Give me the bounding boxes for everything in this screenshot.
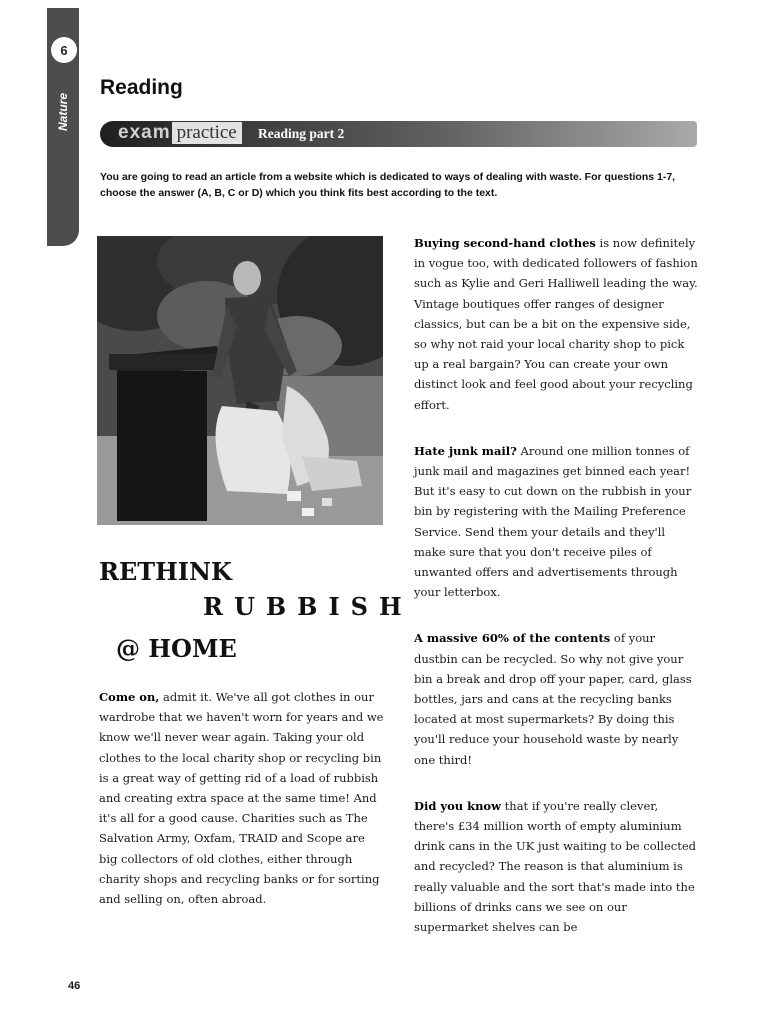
- logo-exam-text: exam: [118, 122, 171, 143]
- article-paragraph: [414, 441, 700, 603]
- paragraph-lead: Did you know: [414, 798, 502, 813]
- paragraph-lead: A massive 60% of the contents: [414, 631, 611, 646]
- paragraph-lead: Come on,: [99, 690, 160, 704]
- section-title: Reading: [100, 76, 183, 99]
- exam-practice-logo: [118, 118, 242, 148]
- unit-number-badge: 6: [51, 37, 77, 63]
- task-instructions: You are going to read an article from a website which is dedicated to ways of dealing with waste. For questions 1-7, choose the answer (A, B, C or D) which you think fits best according to the text.: [100, 171, 676, 199]
- article-right-column: [414, 233, 700, 963]
- paragraph-lead: Hate junk mail?: [414, 443, 517, 458]
- article-left-column: [99, 687, 385, 935]
- headline-line-1: RETHINK: [99, 557, 232, 586]
- paragraph-lead: Buying second-hand clothes: [414, 236, 596, 250]
- paragraph-text: admit it. We've all got clothes in our wardrobe that we haven't worn for years and we know we'll never wear again. Taking your old clothes to the local charity shop or recycling bin is a great way of getting rid of a load of rubbish and creating extra space at the same time! And it's all for a good cause. Charities such as The Salvation Army, Oxfam, TRAID and Scope are big collectors of old clothes, either through charity shops and recycling banks or for sorting and selling on, often abroad.: [99, 690, 384, 907]
- article-paragraph: [414, 796, 700, 937]
- headline-line-3: @ HOME: [116, 634, 237, 663]
- paragraph-text: Around one million tonnes of junk mail and magazines get binned each year! But it's easy to cut down on the rubbish in your bin by registering with the Mailing Preference Service. Send them your details and they'll make sure that you don't receive piles of unwanted offers and advertisements through your letterbox.: [414, 443, 692, 600]
- page-number: 46: [68, 980, 81, 992]
- paragraph-text: that if you're really clever, there's £34 million worth of empty aluminium drink cans in the UK just waiting to be collected and recycled? The reason is that aluminium is really valuable and the sort that's made into the billions of drinks cans we see on our supermarket shelves can be: [414, 798, 697, 935]
- article-paragraph: [414, 628, 700, 769]
- headline-line-2: RUBBISH: [203, 592, 413, 621]
- article-paragraph: [99, 687, 385, 909]
- paragraph-text: of your dustbin can be recycled. So why not give your bin a break and drop off your paper, card, glass bottles, jars and cans at the recycling banks located at most supermarkets? By doing this you'll reduce your household waste by nearly one third!: [414, 631, 692, 767]
- logo-practice-text: practice: [172, 122, 242, 144]
- unit-theme-label: Nature: [56, 92, 70, 132]
- article-paragraph: [414, 233, 700, 415]
- banner-part-label: Reading part 2: [258, 126, 345, 141]
- article-photo: [97, 236, 383, 525]
- paragraph-text: is now definitely in vogue too, with dedicated followers of fashion such as Kylie and Geri Halliwell leading the way. Vintage boutiques offer ranges of designer classics, but can be a bit on the expensive side, so why not raid your local charity shop to pick up a real bargain? You can create your own distinct look and feel good about your recycling effort.: [414, 236, 698, 412]
